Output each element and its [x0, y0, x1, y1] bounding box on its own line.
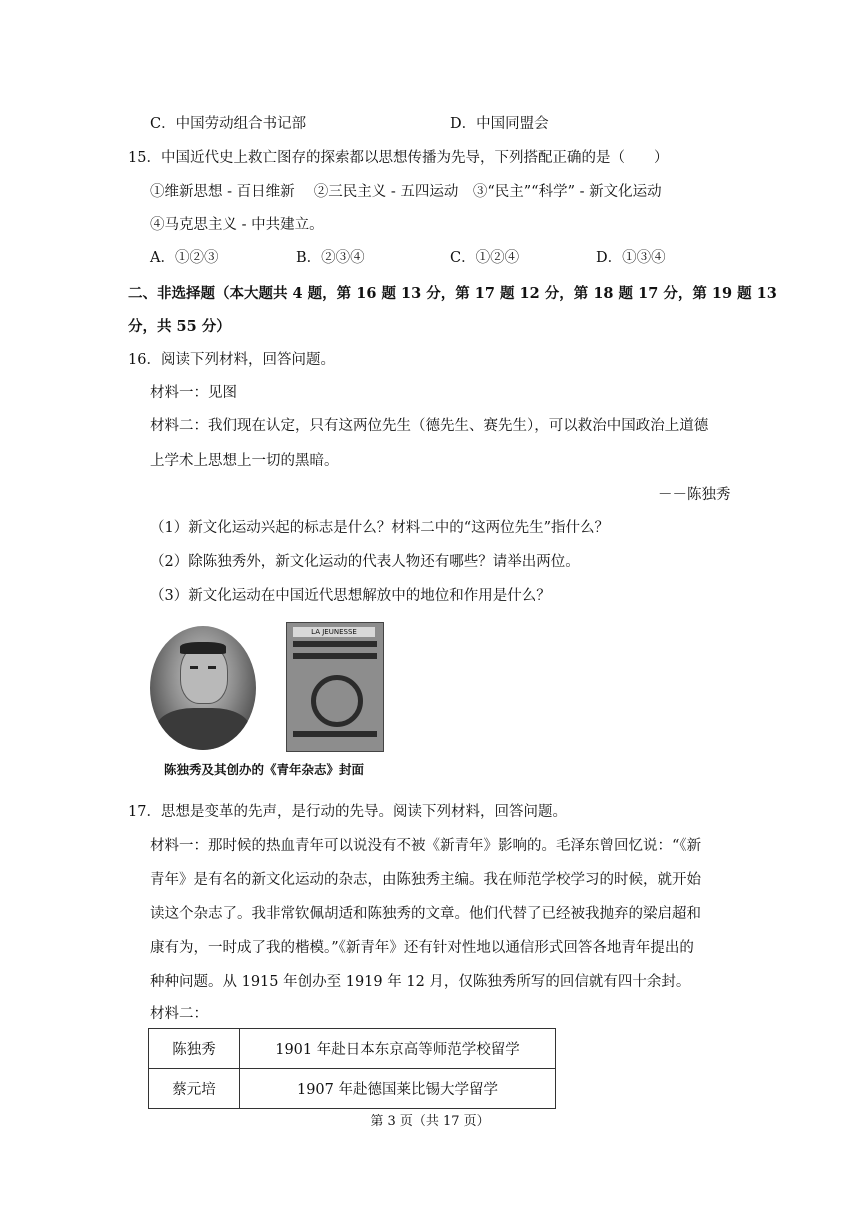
q15-option-a: A．①②③	[150, 250, 219, 266]
q15-statement-line2: ④马克思主义 - 中共建立。	[150, 217, 324, 233]
q15-option-d: D．①③④	[596, 250, 666, 266]
youth-magazine-cover	[286, 622, 384, 752]
chen-duxiu-portrait	[150, 626, 256, 750]
q16-subquestion-1: （1）新文化运动兴起的标志是什么？材料二中的“这两位先生”指什么？	[150, 520, 610, 536]
q17-material1-line2: 青年》是有名的新文化运动的杂志，由陈独秀主编。我在师范学校学习的时候，就开始	[150, 872, 701, 888]
q16-material1: 材料一：见图	[150, 385, 237, 401]
q17-material1-line5: 种种问题。从 1915 年创办至 1919 年 12 月，仅陈独秀所写的回信就有四十余封。	[150, 974, 691, 990]
study-abroad-table	[148, 1028, 556, 1109]
chen-duxiu-figure	[150, 622, 392, 782]
table-cell-info: 1901 年赴日本东京高等师范学校留学	[240, 1029, 556, 1069]
q15-statement-line1: ①维新思想 - 百日维新 ②三民主义 - 五四运动 ③“民主”“科学” - 新文化运动	[150, 184, 662, 200]
table-cell-name: 蔡元培	[149, 1069, 240, 1109]
q14-option-d: D．中国同盟会	[450, 116, 549, 132]
q17-stem: 17．思想是变革的先声，是行动的先导。阅读下列材料，回答问题。	[128, 804, 567, 820]
section2-heading-line2: 分，共 55 分）	[128, 318, 231, 335]
table-row	[149, 1069, 556, 1109]
q17-material1-line1: 材料一：那时候的热血青年可以说没有不被《新青年》影响的。毛泽东曾回忆说：“《新	[150, 838, 702, 854]
q17-material2-label: 材料二：	[150, 1006, 208, 1022]
section2-heading-line1: 二、非选择题（本大题共 4 题，第 16 题 13 分，第 17 题 12 分，第 18 题 17 分，第 19 题 13	[128, 285, 777, 302]
q16-stem: 16．阅读下列材料，回答问题。	[128, 352, 335, 368]
q16-material2-line2: 上学术上思想上一切的黑暗。	[150, 453, 339, 469]
q15-stem: 15．中国近代史上救亡图存的探索都以思想传播为先导，下列搭配正确的是（ ）	[128, 150, 669, 166]
q16-material2-line1: 材料二：我们现在认定，只有这两位先生（德先生、赛先生），可以救治中国政治上道德	[150, 418, 709, 434]
q14-option-c: C．中国劳动组合书记部	[150, 116, 307, 132]
page-footer: 第 3 页（共 17 页）	[370, 1114, 490, 1129]
q17-material1-line3: 读这个杂志了。我非常钦佩胡适和陈独秀的文章。他们代替了已经被我抛弃的梁启超和	[150, 906, 701, 922]
table-cell-name: 陈独秀	[149, 1029, 240, 1069]
q16-subquestion-2: （2）除陈独秀外，新文化运动的代表人物还有哪些？请举出两位。	[150, 554, 580, 570]
q16-material2-author: －－陈独秀	[658, 487, 731, 503]
q15-option-c: C．①②④	[450, 250, 520, 266]
table-row	[149, 1029, 556, 1069]
q15-option-b: B．②③④	[296, 250, 365, 266]
table-cell-info: 1907 年赴德国莱比锡大学留学	[240, 1069, 556, 1109]
cover-title: LA JEUNESSE	[293, 627, 375, 637]
q17-material1-line4: 康有为，一时成了我的楷模。”《新青年》还有针对性地以通信形式回答各地青年提出的	[150, 940, 694, 956]
figure-caption: 陈独秀及其创办的《青年杂志》封面	[164, 762, 365, 777]
q16-subquestion-3: （3）新文化运动在中国近代思想解放中的地位和作用是什么？	[150, 588, 551, 604]
